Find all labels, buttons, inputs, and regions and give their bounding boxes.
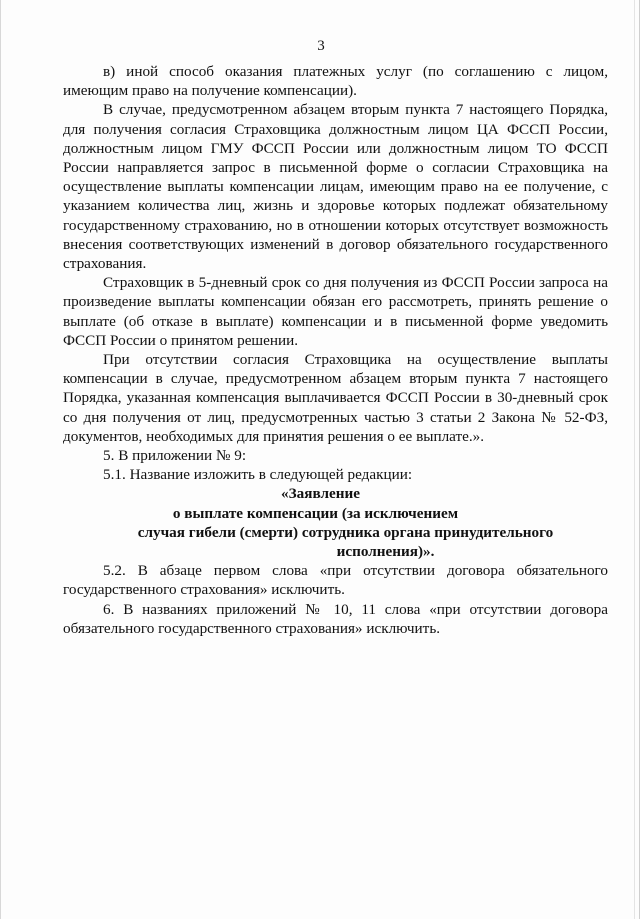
heading-line-2: о выплате компенсации (за исключением	[172, 504, 459, 522]
paragraph-payment-method: в) иной способ оказания платежных услуг (по соглашению с лицом, имеющим право на получение компенсации).	[63, 63, 608, 100]
paragraph-appendix-9: 5. В приложении № 9:	[103, 447, 247, 465]
heading-line-3: случая гибели (смерти) сотрудника органа принудительного	[137, 523, 554, 541]
document-body	[63, 62, 608, 638]
paragraph-first-abzac-change: 5.2. В абзаце первом слова «при отсутствии договора обязательного государственного страхования» исключить.	[63, 562, 608, 599]
paragraph-insurer-consent-request: В случае, предусмотренном абзацем вторым пункта 7 настоящего Порядка, для получения согласия Страховщика должностным лицом ЦА ФССП России, должностным лицом ГМУ ФССП России или должностным лицом ТО ФССП России направляется запрос в письменной форме о согласии Страховщика на осуществление выплаты компенсации лицам, имеющим право на ее получение, с указанием количества лиц, жизнь и здоровье которых подлежат обязательному государственному страхованию, но в отношении которых отсутствует возможность внесения соответствующих изменений в договор обязательного государственного страхования.	[63, 101, 608, 273]
scan-edge	[634, 0, 635, 919]
paragraph-title-change: 5.1. Название изложить в следующей редакции:	[103, 466, 413, 484]
application-title-heading	[63, 484, 608, 561]
heading-line-1: «Заявление	[281, 485, 360, 503]
page-number: 3	[317, 38, 325, 54]
paragraph-insurer-review: Страховщик в 5-дневный срок со дня получения из ФССП России запроса на произведение выплаты компенсации обязан его рассмотреть, принять решение о выплате (об отказе в выплате) компенсации и в письменной форме уведомить ФССП России о принятом решении.	[63, 274, 608, 349]
heading-line-4: исполнения)».	[336, 543, 435, 561]
paragraph-no-consent-payment: При отсутствии согласия Страховщика на осуществление выплаты компенсации в случае, предусмотренном абзацем вторым пункта 7 настоящего Порядка, указанная компенсация выплачивается ФССП России в 30-дневный срок со дня получения от лиц, предусмотренных частью 3 статьи 2 Закона № 52-ФЗ, документов, необходимых для принятия решения о ее выплате.».	[63, 351, 608, 445]
paragraph-appendix-10-11: 6. В названиях приложений № 10, 11 слова «при отсутствии договора обязательного государственного страхования» исключить.	[63, 600, 608, 637]
